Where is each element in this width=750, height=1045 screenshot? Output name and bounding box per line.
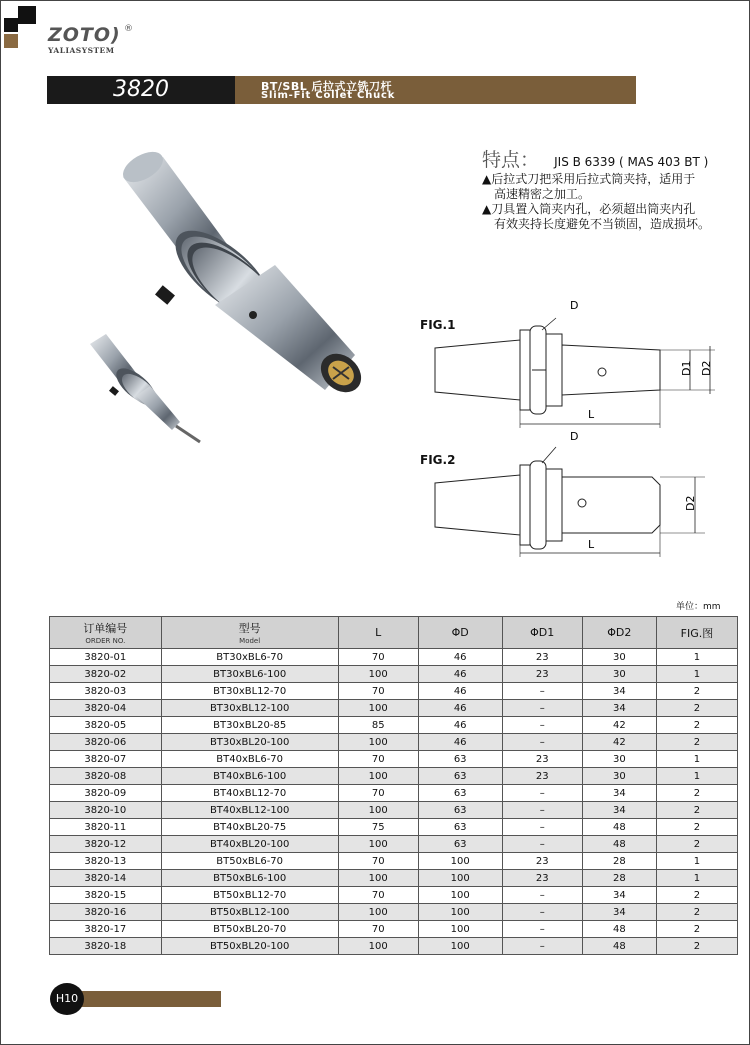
table-cell: 3820-03 [50,683,162,700]
col-header-d1: ΦD1 [502,617,582,649]
table-cell: 1 [656,751,737,768]
table-cell: BT40xBL6-70 [161,751,338,768]
table-cell: – [502,785,582,802]
table-cell: 3820-10 [50,802,162,819]
logo-brand: ZOTO) [48,24,121,46]
col-header-d: ΦD [418,617,502,649]
table-cell: 70 [338,785,418,802]
table-cell: 42 [582,717,656,734]
table-cell: 2 [656,717,737,734]
table-cell: 100 [418,938,502,955]
table-cell: 46 [418,734,502,751]
table-cell: 23 [502,768,582,785]
table-cell: BT30xBL12-100 [161,700,338,717]
table-cell: 23 [502,666,582,683]
table-cell: – [502,836,582,853]
table-cell: BT40xBL12-70 [161,785,338,802]
table-cell: 2 [656,734,737,751]
table-cell: – [502,717,582,734]
table-cell: 46 [418,683,502,700]
table-cell: 70 [338,921,418,938]
table-cell: 63 [418,751,502,768]
table-cell: BT50xBL6-100 [161,870,338,887]
table-cell: – [502,887,582,904]
table-cell: 3820-13 [50,853,162,870]
table-cell: – [502,802,582,819]
table-cell: 85 [338,717,418,734]
table-cell: 42 [582,734,656,751]
table-cell: 63 [418,785,502,802]
table-cell: 100 [338,836,418,853]
table-cell: 48 [582,921,656,938]
table-cell: – [502,819,582,836]
table-cell: 63 [418,768,502,785]
table-cell: 2 [656,785,737,802]
table-cell: 30 [582,666,656,683]
page-number: H10 [50,983,84,1015]
table-cell: 100 [418,904,502,921]
table-cell: 46 [418,700,502,717]
table-cell: 2 [656,819,737,836]
col-header-d2: ΦD2 [582,617,656,649]
table-cell: – [502,904,582,921]
fig1-dim-d1: D1 [680,360,693,376]
table-cell: 34 [582,785,656,802]
table-cell: BT50xBL20-70 [161,921,338,938]
table-cell: 3820-18 [50,938,162,955]
product-code: 3820 [113,77,169,102]
table-cell: 2 [656,921,737,938]
feature-line: 高速精密之加工。 [494,187,591,201]
table-cell: BT50xBL12-70 [161,887,338,904]
table-cell: 2 [656,904,737,921]
table-row [50,751,738,768]
table-row [50,853,738,870]
table-cell: 3820-05 [50,717,162,734]
table-cell: 3820-09 [50,785,162,802]
table-cell: BT50xBL12-100 [161,904,338,921]
features-standard: JIS B 6339 ( MAS 403 BT ) [554,155,709,169]
table-cell: 2 [656,802,737,819]
table-cell: 63 [418,819,502,836]
table-row [50,802,738,819]
logo-square [18,6,36,24]
fig2-label: FIG.2 [420,453,456,467]
table-cell: 100 [418,921,502,938]
table-row [50,734,738,751]
table-cell: 23 [502,870,582,887]
fig1-dim-d: D [570,299,579,312]
table-cell: 100 [338,734,418,751]
table-cell: 48 [582,819,656,836]
table-cell: 23 [502,853,582,870]
table-cell: BT30xBL6-100 [161,666,338,683]
table-cell: 30 [582,649,656,666]
table-cell: 3820-01 [50,649,162,666]
table-row [50,836,738,853]
table-cell: BT50xBL20-100 [161,938,338,955]
table-cell: 1 [656,768,737,785]
fig2-dim-l: L [588,538,595,551]
spec-table [49,616,738,955]
table-cell: 100 [338,666,418,683]
table-cell: – [502,734,582,751]
logo-registered-mark: ® [124,24,133,34]
spec-table-body [50,649,738,955]
table-cell: 100 [418,887,502,904]
table-cell: 3820-08 [50,768,162,785]
col-header-order-no: 订单编号 ORDER NO. [50,617,162,649]
table-cell: 48 [582,938,656,955]
table-cell: BT30xBL6-70 [161,649,338,666]
table-cell: BT40xBL6-100 [161,768,338,785]
table-cell: 34 [582,904,656,921]
table-cell: 100 [338,802,418,819]
table-cell: BT30xBL20-85 [161,717,338,734]
logo-subtitle: YALIASYSTEM [48,46,115,55]
table-cell: 1 [656,649,737,666]
table-cell: 2 [656,887,737,904]
table-header-row [50,617,738,649]
table-cell: 2 [656,836,737,853]
table-cell: – [502,683,582,700]
table-cell: 3820-12 [50,836,162,853]
table-cell: 3820-16 [50,904,162,921]
logo-square [4,34,18,48]
table-cell: 100 [418,870,502,887]
footer-bar [77,991,221,1007]
table-cell: 28 [582,853,656,870]
table-row [50,870,738,887]
logo-square [4,18,18,32]
table-row [50,768,738,785]
table-row [50,921,738,938]
table-cell: 100 [338,938,418,955]
table-row [50,700,738,717]
features-heading: 特点： [482,149,540,171]
table-row [50,683,738,700]
table-row [50,904,738,921]
table-cell: 63 [418,836,502,853]
table-cell: 46 [418,666,502,683]
table-cell: 23 [502,649,582,666]
table-cell: 2 [656,938,737,955]
unit-label: 单位：mm [676,602,721,612]
table-cell: 100 [338,870,418,887]
table-cell: 70 [338,751,418,768]
table-cell: 34 [582,887,656,904]
table-cell: – [502,921,582,938]
table-cell: BT40xBL12-100 [161,802,338,819]
table-cell: 48 [582,836,656,853]
table-cell: 3820-15 [50,887,162,904]
table-row [50,887,738,904]
col-header-model: 型号 Model [161,617,338,649]
table-cell: 23 [502,751,582,768]
table-cell: 100 [418,853,502,870]
fig1-dim-d2: D2 [700,360,713,376]
table-cell: 1 [656,666,737,683]
table-row [50,717,738,734]
table-row [50,649,738,666]
feature-line: 有效夹持长度避免不当锁固，造成损坏。 [494,217,711,231]
product-title-en: Slim-Fit Collet Chuck [261,90,396,101]
table-cell: BT30xBL20-100 [161,734,338,751]
table-cell: 46 [418,649,502,666]
table-cell: 100 [338,768,418,785]
feature-line: ▲刀具置入筒夹内孔，必须超出筒夹内孔 [482,202,696,216]
table-cell: 3820-06 [50,734,162,751]
feature-line: ▲后拉式刀把采用后拉式筒夹持，适用于 [482,172,696,186]
table-cell: BT40xBL20-75 [161,819,338,836]
table-cell: – [502,700,582,717]
table-cell: 34 [582,700,656,717]
fig1-label: FIG.1 [420,318,456,332]
product-title-bar [47,76,636,104]
table-cell: 3820-07 [50,751,162,768]
col-header-l: L [338,617,418,649]
fig1-drawing [420,290,730,440]
table-cell: BT30xBL12-70 [161,683,338,700]
table-cell: 3820-11 [50,819,162,836]
table-cell: 1 [656,853,737,870]
fig2-drawing [420,425,730,560]
product-code-box [47,76,235,104]
table-cell: 70 [338,649,418,666]
fig2-dim-d2: D2 [684,495,697,511]
table-cell: 100 [338,700,418,717]
table-cell: BT50xBL6-70 [161,853,338,870]
product-photo-small [88,330,208,445]
table-cell: 34 [582,802,656,819]
table-cell: – [502,938,582,955]
table-cell: 3820-02 [50,666,162,683]
table-cell: 28 [582,870,656,887]
table-cell: 46 [418,717,502,734]
table-cell: 75 [338,819,418,836]
table-cell: 3820-14 [50,870,162,887]
table-cell: 70 [338,683,418,700]
product-title-cn: BT/SBL 后拉式立铣刀杆 [261,80,393,93]
table-cell: 100 [338,904,418,921]
features-section [482,145,750,232]
table-row [50,938,738,955]
table-cell: 3820-17 [50,921,162,938]
fig2-dim-d: D [570,430,579,443]
table-cell: 70 [338,853,418,870]
table-cell: 2 [656,683,737,700]
table-cell: 30 [582,768,656,785]
table-cell: 1 [656,870,737,887]
table-cell: 70 [338,887,418,904]
company-logo [4,6,144,54]
table-cell: BT40xBL20-100 [161,836,338,853]
table-cell: 3820-04 [50,700,162,717]
table-cell: 34 [582,683,656,700]
fig1-dim-l: L [588,408,595,421]
table-row [50,785,738,802]
table-cell: 30 [582,751,656,768]
table-cell: 2 [656,700,737,717]
table-row [50,666,738,683]
col-header-fig: FIG.图 [656,617,737,649]
table-cell: 63 [418,802,502,819]
table-row [50,819,738,836]
